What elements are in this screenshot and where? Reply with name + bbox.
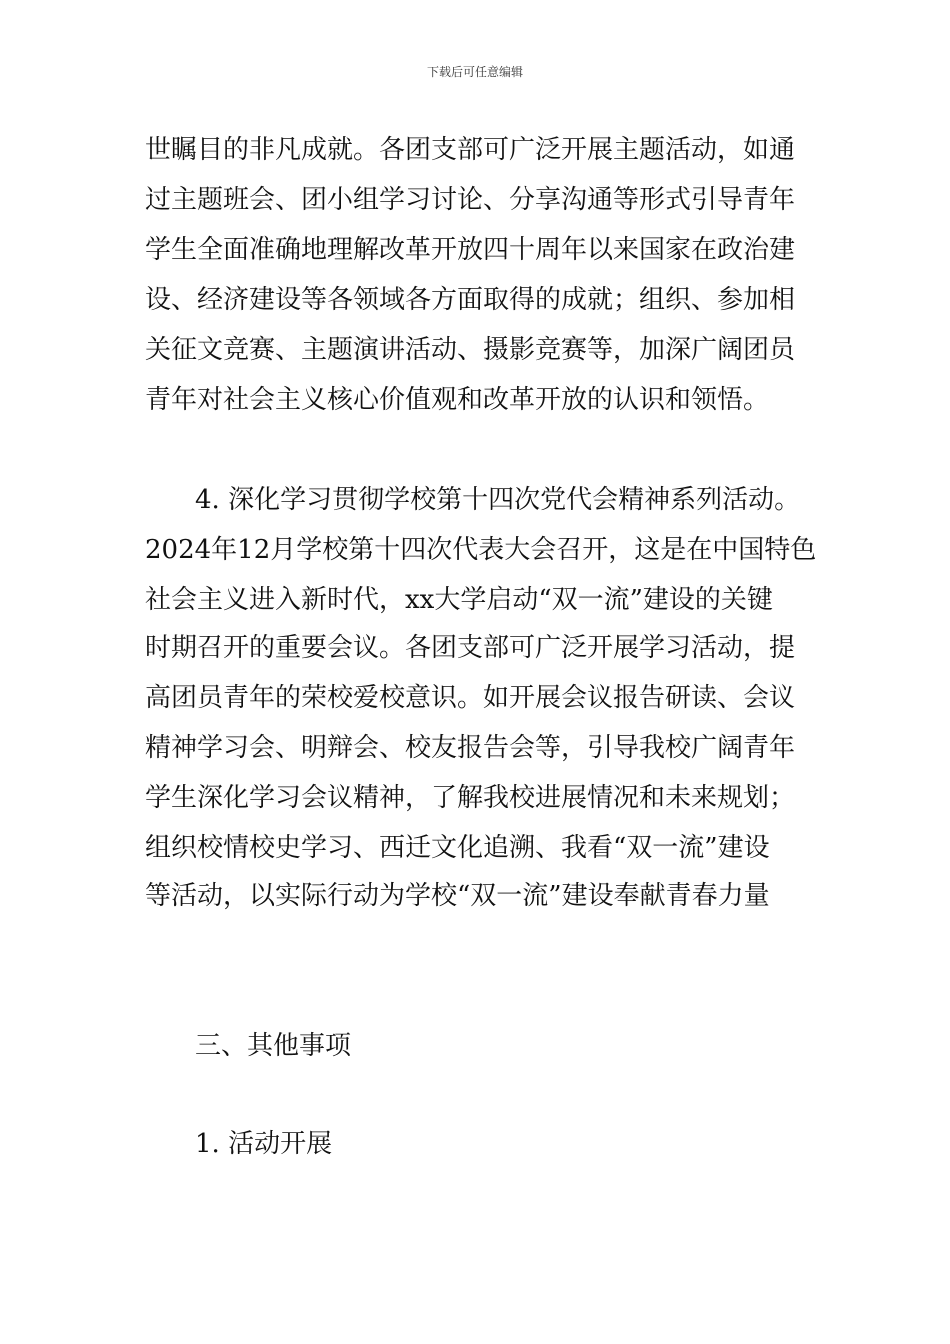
text-line: 组织校情校史学习、西迁文化追溯、我看“双一流”建设: [145, 833, 770, 863]
text-line: 学生全面准确地理解改革开放四十周年以来国家在政治建: [145, 235, 796, 265]
text-line: 社会主义进入新时代，xx大学启动“双一流”建设的关键: [145, 585, 773, 615]
text-line: 世瞩目的非凡成就。各团支部可广泛开展主题活动，如通: [145, 135, 796, 165]
text-line: 等活动，以实际行动为学校“双一流”建设奉献青春力量: [145, 881, 770, 911]
text-line: 精神学习会、明辩会、校友报告会等，引导我校广阔青年: [145, 733, 796, 763]
text-line: 青年对社会主义核心价值观和改革开放的认识和领悟。: [145, 385, 770, 415]
text-line: 2024年12月学校第十四次代表大会召开，这是在中国特色: [145, 535, 817, 565]
section-heading: 三、其他事项: [195, 1031, 352, 1061]
text-line: 学生深化学习会议精神，了解我校进展情况和未来规划；: [145, 783, 796, 813]
page-header: 下载后可任意编辑: [426, 65, 523, 79]
text-line: 过主题班会、团小组学习讨论、分享沟通等形式引导青年: [145, 185, 796, 215]
text-line: 设、经济建设等各领域各方面取得的成就；组织、参加相: [145, 285, 796, 315]
text-line: 关征文竞赛、主题演讲活动、摄影竞赛等，加深广阔团员: [145, 335, 796, 365]
text-line: 高团员青年的荣校爱校意识。如开展会议报告研读、会议: [145, 683, 796, 713]
item-heading-4: 4. 深化学习贯彻学校第十四次党代会精神系列活动。: [195, 485, 801, 515]
text-line: 时期召开的重要会议。各团支部可广泛开展学习活动，提: [145, 633, 796, 663]
sub-heading: 1. 活动开展: [195, 1129, 333, 1159]
